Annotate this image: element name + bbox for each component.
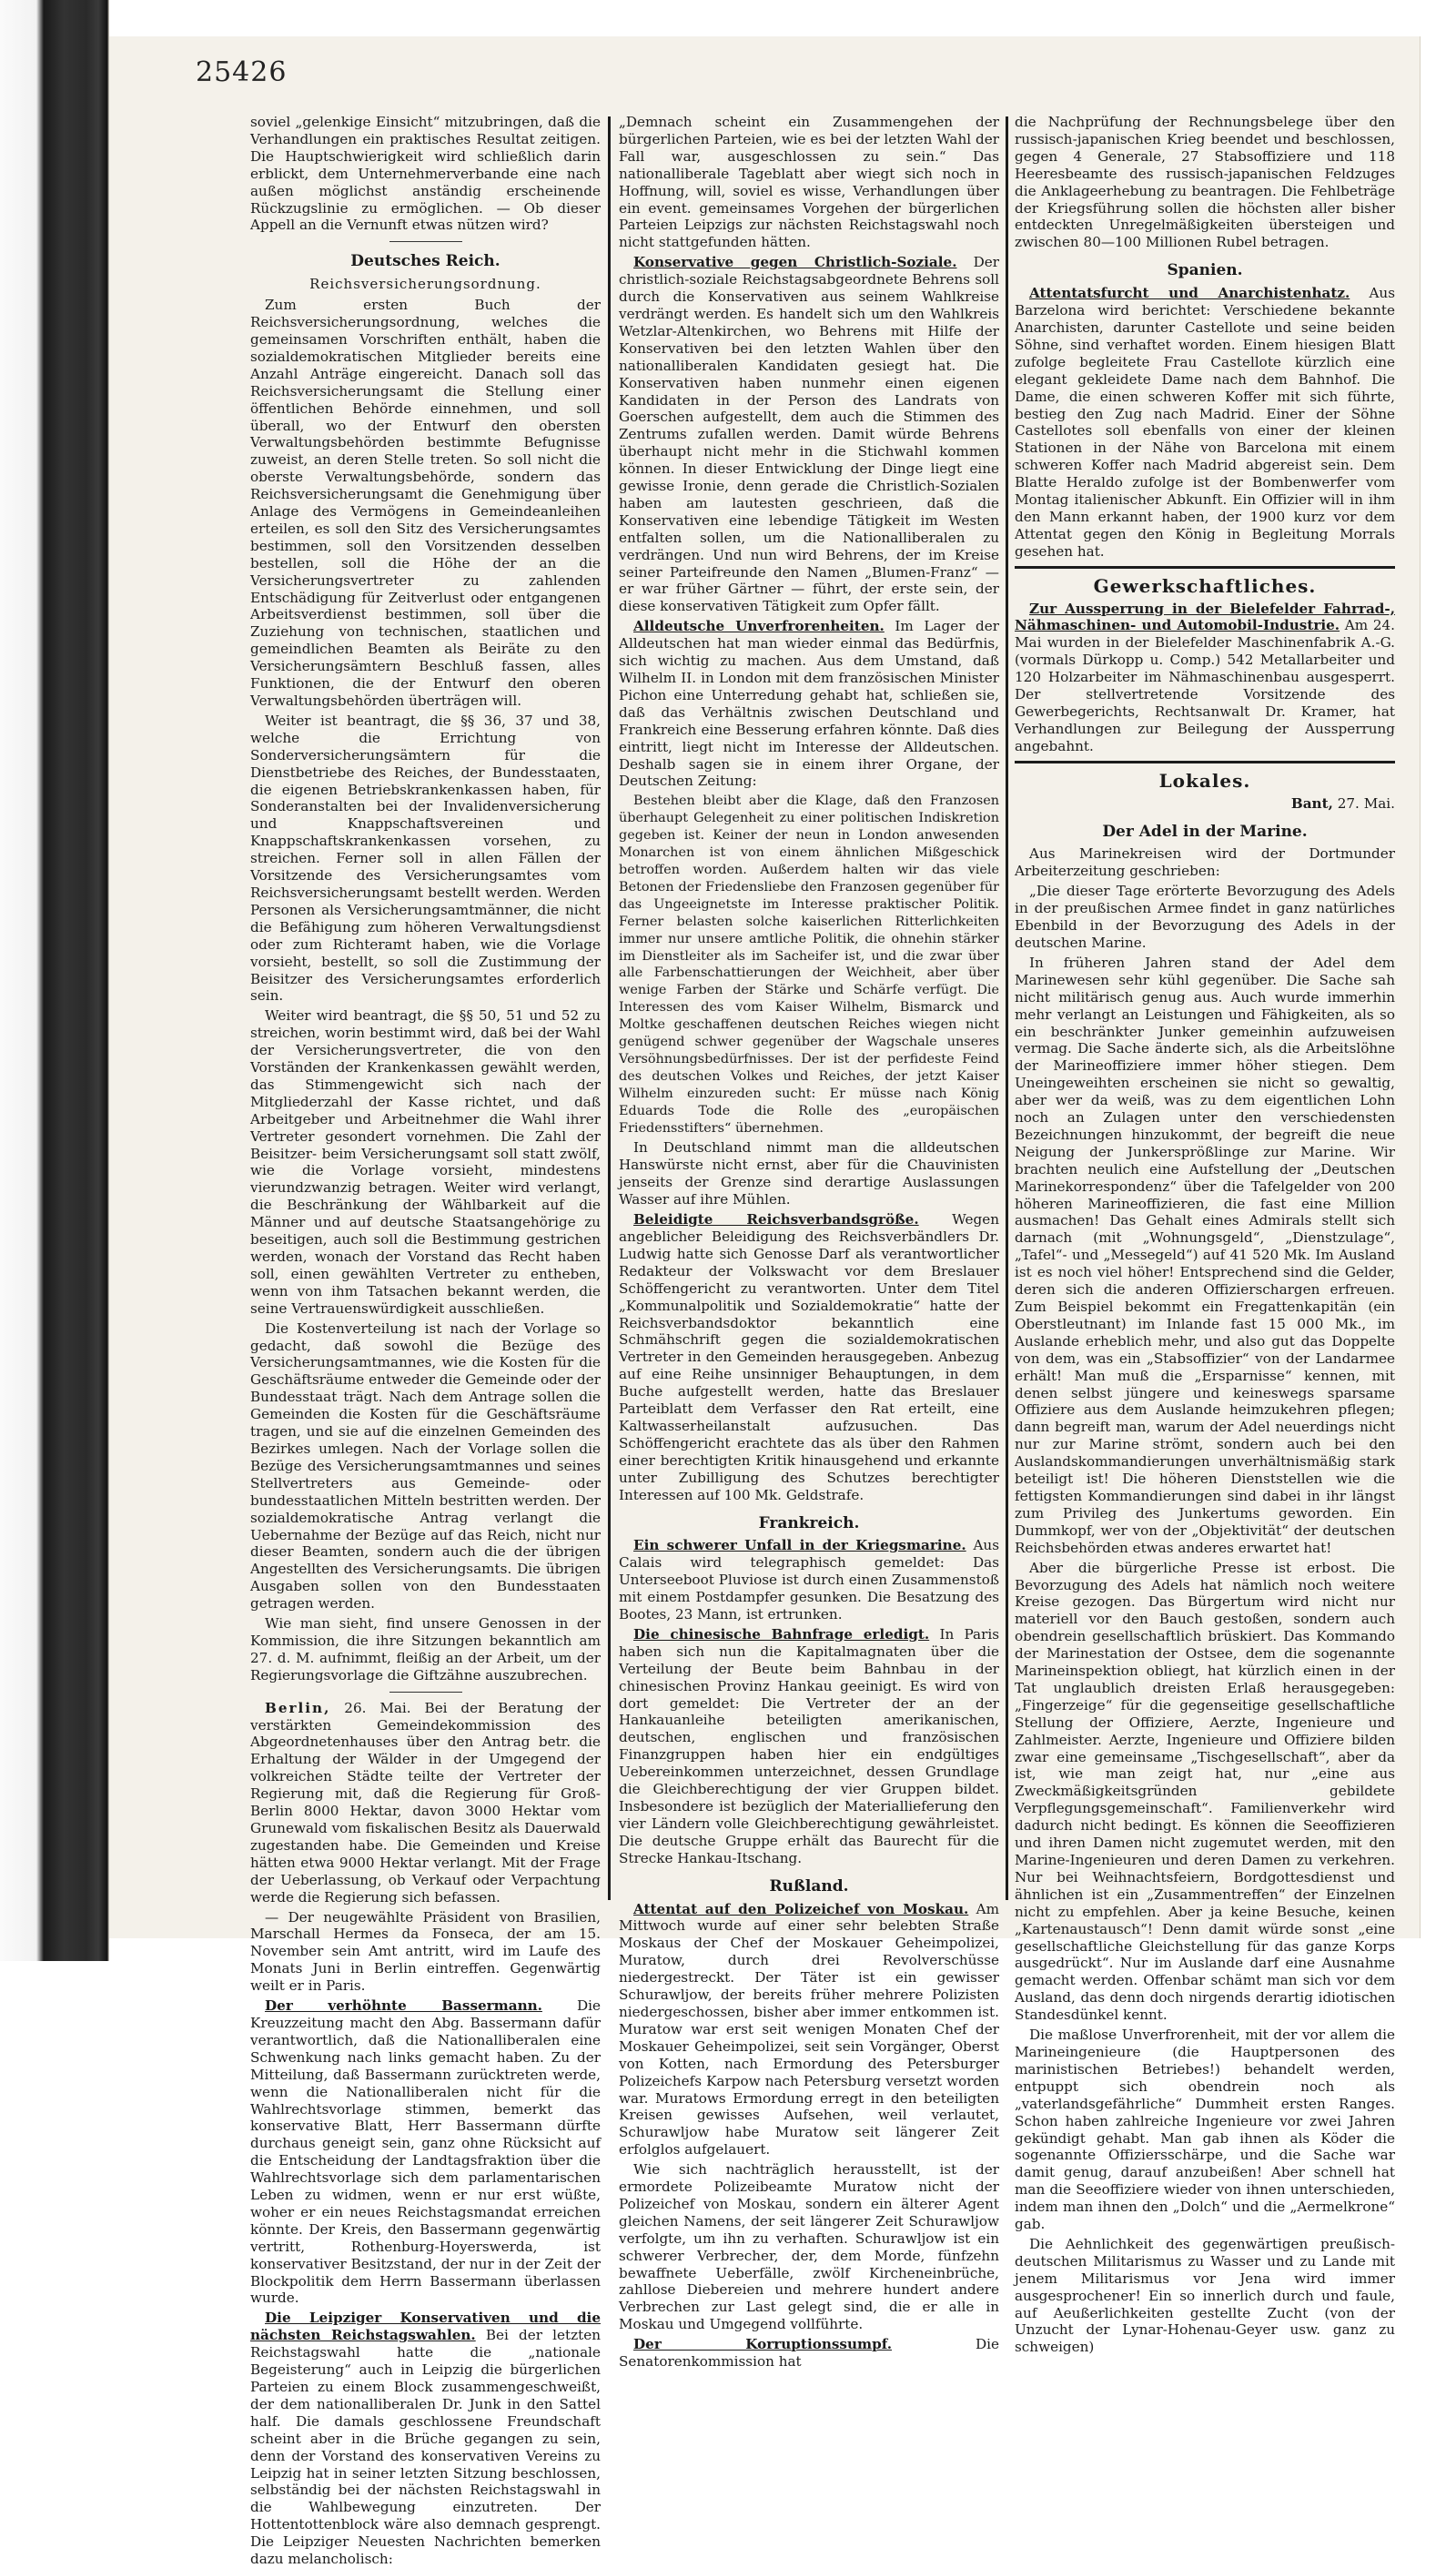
paragraph: Aber die bürgerliche Presse ist erbost. Die Bevorzugung des Adels hat nämlich noch weitere Kreise gezogen. Das Bürgertum wird nicht nur materiell vor den Bauch gestoßen, sondern auch obendrein gesellschaftlich brüskiert. Das Kommando der Marinestation der Ostsee, dem die sogenannte Marineinspektion obliegt, hat kürzlich einen in der Tat unglaublich dreisten Erlaß herausgegeben: „Fingerzeige“ für die gegenseitige gesellschaftliche Stellung der Offiziere, Aerzte, Ingenieure und Zahlmeister. Aerzte, Ingenieure und Offiziere bilden zwar eine gemeinsame „Tischgesellschaft“, aber da ist, wie man zeigt hat, nur „eine aus Zweckmäßigkeitsgründen gebildete Verpflegungsgemeinschaft“. Familienverkehr wird dadurch nicht bedingt. Es können die Seeoffizieren und ihren Damen nicht zugemutet werden, mit den Marine-Ingenieuren und deren Damen zu verkehren. Nur bei Weihnachtsfeiern, Bordgottesdienst und ähnlichen ist ein „Zusammentreffen“ der Einzelnen nicht zu empfehlen. Aber ja keine Besuche, keinen „Kartenaustausch“! Denn damit würde sonst „eine gesellschaftliche Gleichstellung für das ganze Korps ausgedrückt“. Nur im Auslande darf eine Ausnahme gemacht werden. Offenbar schämt man sich vor dem Ausland, das denn doch nirgends derartig idiotischen Standesdünkel kennt. xyxy=(1015,1559,1395,2024)
lead-heading: Die Leipziger Konservativen und die nächsten Reichstagswahlen. xyxy=(250,2310,601,2344)
paragraph xyxy=(619,1537,999,1623)
lead-heading: Der verhöhnte Bassermann. xyxy=(265,1997,542,2015)
paragraph: — Der neugewählte Präsident von Brasilien, Marschall Hermes da Fonseca, der am 15. November sein Amt antritt, wird im Laufe des Monats Juni in Berlin eintreffen. Gegenwärtig weilt er in Paris. xyxy=(250,1908,601,1995)
separator xyxy=(389,241,462,242)
paragraph: „Die dieser Tage erörterte Bevorzugung des Adels in der preußischen Armee findet in ganz natürliches Ebenbild in der Bevorzugung des Adels in der deutschen Marine. xyxy=(1015,883,1395,951)
paragraph xyxy=(619,1211,999,1503)
paragraph-text: Bei der letzten Reichstagswahl hatte die „nationale Begeisterung“ auch in Leipzig die bürgerlichen Parteien zu einem Block zusammengeschweißt, der dem nationalliberalen Dr. Junk in den Sattel half. Die damals geschlossene Freundschaft scheint aber in die Brüche gegangen zu sein, denn der Vorstand des konservativen Vereins zu Leipzig hat in seiner letzten Sitzung beschlossen, selbständig bei der nächsten Reichstagswahl in die Wahlbewegung einzutreten. Der Hottentottenblock wäre also demnach gesprengt. Die Leipziger Neuesten Nachrichten bemerken dazu melancholisch: xyxy=(250,2327,601,2568)
paragraph xyxy=(1015,285,1395,561)
paragraph xyxy=(250,1997,601,2307)
paragraph xyxy=(619,618,999,790)
paragraph xyxy=(250,1700,601,1906)
lead-heading: Der Korruptionssumpf. xyxy=(633,2336,892,2353)
paragraph-text: Wegen angeblicher Beleidigung des Reichsverbändlers Dr. Ludwig hatte sich Genosse Darf als verantwortlicher Redakteur der Volkswacht vor dem Breslauer Schöffengericht zu verantworten. Unter dem Titel „Kommunalpolitik und Sozialdemokratie“ hatte der Reichsverbandsdoktor bekanntlich eine Schmähschrift gegen die sozialdemokratischen Vertreter in den Gemeinden herausgegeben. Anbezug auf eine Reihe unsinniger Behauptungen, in dem Buche aufgestellt werden, hatte das Breslauer Parteiblatt dem Verfasser den Rat erteilt, eine Kaltwasserheilanstalt aufzusuchen. Das Schöffengericht erachtete das als über den Rahmen einer berechtigten Kritik hinausgehend und erkannte unter Zubilligung des Schutzes berechtigter Interessen auf 100 Mk. Geldstrafe. xyxy=(619,1211,999,1503)
paragraph: In Deutschland nimmt man die alldeutschen Hanswürste nicht ernst, aber für die Chauvinisten jenseits der Grenze sind derartige Auslassungen Wasser auf ihre Mühlen. xyxy=(619,1139,999,1208)
book-binding xyxy=(0,0,109,1961)
lead-heading: Attentatsfurcht und Anarchistenhatz. xyxy=(1029,285,1350,302)
paragraph xyxy=(619,254,999,615)
paragraph xyxy=(619,2336,999,2371)
section-heading: Deutsches Reich. xyxy=(350,252,500,271)
lead-heading: Zur Aussperrung in der Bielefelder Fahrrad-, Nähmaschinen- und Automobil-Industrie. xyxy=(1015,600,1395,634)
article-heading: Der Adel in der Marine. xyxy=(1102,822,1308,841)
paragraph: Wie man sieht, find unsere Genossen in der Kommission, die ihre Sitzungen bekanntlich am 27. d. M. aufnimmt, fleißig an der Arbeit, um der Regierungsvorlage die Giftzähne auszubrechen. xyxy=(250,1615,601,1683)
paragraph: Die Aehnlichkeit des gegenwärtigen preußisch-deutschen Militarismus zu Wasser und zu Lande mit jenem Militarismus vor Jena wird immer ausgesprochener! Ein so innerlich durch und faule, auf Aeußerlichkeiten gestellte Zucht (von der Unzucht der Lynar-Hohenau-Geyer usw. ganz zu schweigen) xyxy=(1015,2235,1395,2356)
page-number: 25426 xyxy=(196,56,288,88)
paragraph-text: Die Senatorenkommission hat xyxy=(619,2336,999,2371)
lead-heading: Ein schwerer Unfall in der Kriegsmarine. xyxy=(633,1537,966,1554)
paragraph-text: Die Kreuzzeitung macht den Abg. Bassermann dafür verantwortlich, daß die Nationalliberalen eine Schwenkung nach links gemacht haben. Zu der Mitteilung, daß Bassermann zurücktreten werde, wenn die Nationalliberalen nicht für die Wahlrechtsvorlage stimmen, bemerkt das konservative Blatt, Herr Bassermann dürfte durchaus geneigt sein, ganz ohne Rücksicht auf die Entscheidung der Landtagsfraktion über die Wahlrechtsvorlage sich dem parlamentarischen Leben zu widmen, wenn er nur erst wüßte, woher er ein neues Reichstagsmandat erreichen könnte. Der Kreis, den Bassermann gegenwärtig vertritt, Rothenburg-Hoyerswerda, ist konservativer Besitzstand, der nur in der Zeit der Blockpolitik dem Herrn Bassermann überlassen wurde. xyxy=(250,1997,602,2307)
paragraph xyxy=(250,2310,601,2568)
paragraph-text: Bei der Beratung der verstärkten Gemeindekommission des Abgeordnetenhauses über den Antrag betr. die Erhaltung der Wälder in der Umgegend der volkreichen Städte teilte der Vertreter der Regierung mit, daß die Regierung für Groß-Berlin 8000 Hektar, davon 3000 Hektar vom Grunewald vom fiskalischen Besitz als Dauerwald zugestanden habe. Die Gemeinden und Kreise hätten etwa 9000 Hektar verlangt. Mit der Frage der Ueberlassung, ob Verkauf oder Verpachtung werde die Regierung sich befassen. xyxy=(250,1699,602,1906)
column-2 xyxy=(619,114,1000,2371)
paragraph-text: Am Mittwoch wurde auf einer sehr belebten Straße Moskaus der Chef der Moskauer Geheimpolizei, Muratow, durch drei Revolverschüsse niedergestreckt. Der Täter ist ein gewisser Schurawljow, der bereits früher mehrere Polizisten niedergeschossen, bisher aber immer entkommen ist. Muratow war erst seit wenigen Monaten Chef der Moskauer Geheimpolizei, seit sein Vorgänger, Oberst von Kotten, nach Ermordung des Petersburger Polizeichefs Karpow nach Petersburg versetzt worden war. Muratows Ermordung erregt in den beteiligten Kreisen gewisses Aufsehen, weil verlautet, Schurawljow habe Muratow seit längerer Zeit erfolglos aufgelauert. xyxy=(619,1900,999,2159)
section-heading: Gewerkschaftliches. xyxy=(1093,574,1317,597)
lead-heading: Die chinesische Bahnfrage erledigt. xyxy=(633,1625,930,1643)
column-rule-1 xyxy=(608,116,611,1900)
quotation: Bestehen bleibt aber die Klage, daß den Franzosen überhaupt Gelegenheit zu einer politischen Indiskretion gegeben ist. Keiner der neun in London anwesenden Monarchen ist von einem ähnlichen Mißgeschick betroffen worden. Außerdem halten wir das viele Betonen der Friedensliebe den Franzosen gegenüber für das Ungeeignetste im Interesse praktischer Politik. Ferner belasten solche kaiserlichen Ritterlichkeiten immer nur unsere amtliche Politik, die ohnehin stärker im Dienstleiter als im Sacheifer ist, und die zwar über alle Farbenschattierungen der Weichheit, aber über wenige Farben der Stärke und Schärfe verfügt. Die Interessen des vom Kaiser Wilhelm, Bismarck und Moltke geschaffenen deutschen Reiches wiegen nicht genügend schwer gegenüber der Wagschale unseres Versöhnungsbedürfnisses. Der ist der perfideste Feind des deutschen Volkes und Reiches, der jetzt Kaiser Wilhelm einzureden sucht: Er müsse nach König Eduards Tode die Rolle des „europäischen Friedensstifters“ übernehmen. xyxy=(619,794,999,1136)
lead-heading: Attentat auf den Polizeichef von Moskau. xyxy=(633,1900,969,1917)
paragraph: In früheren Jahren stand der Adel dem Marinewesen sehr kühl gegenüber. Die Sache sah nicht militärisch genug aus. Auch wurde immerhin mehr verlangt an Leistungen und Fähigkeiten, als so ein beschränkter Junker gemeinhin aufzuweisen vermag. Die Sache änderte sich, als die Arbeitslöhne der Marineoffiziere immer höher stiegen. Dem Uneingeweihten erscheinen sie nicht so gewaltig, aber wer da weiß, was zu dem eigentlichen Lohn noch an Zulagen unter den verschiedensten Bezeichnungen hinzukommt, der begreift die neue Neigung der Junkersprößlinge zur Marine. Wir brachten neulich eine Aufstellung der „Deutschen Marinekorrespondenz“ über die Tafelgelder von 200 höheren Marineoffizieren, die fast eine Million ausmachen! Das Gehalt eines Admirals stellt sich darnach (mit „Wohnungsgeld“, „Dienstzulage“, „Tafel“- und „Messegeld“) auf 41 520 Mk. Im Ausland ist es noch viel höher! Entsprechend sind die Gelder, deren sich die anderen Offizierschargen erfreuen. Zum Beispiel bekommt ein Fregattenkapitän (ein Oberstleutnant) im Inlande fast 15 000 Mk., im Auslande erheblich mehr, und also gut das Doppelte von dem, was ein „Stabsoffizier“ von der Landarmee erhält! Man muß die „Ersparnisse“ kennen, mit denen selbst jüngere und keineswegs sparsame Offiziere aus dem Auslande heimzukehren pflegen; dann begreift man, warum der Adel neuerdings nicht nur zur Marine strömt, sondern auch bei den Auslandskommandierungen unverhältnismäßig stark beteiligt ist! Die höheren Dienststellen wie die fettigsten Kommandierungen sind dabei in ihr längst zum Privileg des Junkertums geworden. Ein Dummkopf, wer von der „Objektivität“ der deutschen Reichsbehörden etwas anderes erwartet hat! xyxy=(1015,954,1395,1556)
paragraph: Die Kostenverteilung ist nach der Vorlage so gedacht, daß sowohl die Bezüge des Versicherungsamtmannes, wie die Kosten für die Geschäftsräume entweder die Gemeinde oder der Bundesstaat trägt. Nach dem Antrage sollen die Gemeinden die Kosten für die Geschäftsräume tragen, und sie auf die einzelnen Gemeinden des Bezirkes umlegen. Nach der Vorlage sollen die Bezüge des Versicherungsamtmannes und seines Stellvertreters aus Gemeinde- oder bundesstaatlichen Mitteln bestritten werden. Der sozialdemokratische Antrag verlangt die Uebernahme der Bezüge auf das Reich, nicht nur dieser Beamten, sondern auch die der übrigen Angestellten des Versicherungsamts. Die übrigen Ausgaben sollen von den Bundesstaaten getragen werden. xyxy=(250,1319,601,1613)
section-rule xyxy=(1015,566,1395,569)
paragraph xyxy=(619,1901,999,2159)
dateline-date: 27. Mai. xyxy=(1337,794,1395,812)
lead-heading: Beleidigte Reichsverbandsgröße. xyxy=(633,1211,919,1228)
paragraph xyxy=(619,1626,999,1867)
dateline xyxy=(1015,795,1395,813)
paragraph xyxy=(1015,601,1395,755)
section-heading: Spanien. xyxy=(1167,261,1243,280)
section-heading: Frankreich. xyxy=(758,1513,860,1532)
paragraph-text: Im Lager der Alldeutschen hat man wieder einmal das Bedürfnis, sich wichtig zu machen. Aus dem Umstand, daß Wilhelm II. in London mit dem französischen Minister Pichon eine Unterredung gehabt hat, schließen sie, daß das Verhältnis zwischen Deutschland und Frankreich eine Besserung erfahren könnte. Daß dies eintritt, liegt nicht im Interesse der Alldeutschen. Deshalb sagen sie in einem ihrer Organe, der Deutschen Zeitung: xyxy=(619,618,999,790)
paragraph: Wie sich nachträglich herausstellt, ist der ermordete Polizeibeamte Muratow nicht der Polizeichef von Moskau, sondern ein älterer Agent gleichen Namens, der seit längerer Zeit Schurawljow verfolgte, um ihn zu verhaften. Schurawljow ist ein schwerer Verbrecher, der, dem Morde, fünfzehn bewaffnete Ueberfälle, zwölf Kircheneinbrüche, zahllose Diebereien und mehrere hundert andere Verbrechen zur Last gelegt sind, die er alle in Moskau und Umgegend vollführte. xyxy=(619,2161,999,2333)
lead-heading: Konservative gegen Christlich-Soziale. xyxy=(633,254,957,271)
paragraph-text: Am 24. Mai wurden in der Bielefelder Maschinenfabrik A.-G. (vormals Dürkopp u. Comp.) 542 Metallarbeiter und 120 Holzarbeiter im Nähmaschinenbau ausgesperrt. Der stellvertretende Vorsitzende des Gewerbegerichts, Rechtsanwalt Dr. Kramer, hat Verhandlungen zur Beilegung der Aussperrung angebahnt. xyxy=(1015,617,1395,754)
paragraph-text: Aus Barzelona wird berichtet: Verschiedene bekannte Anarchisten, darunter Castellote und seine beiden Söhne, sind verhaftet worden. Einem hiesigen Blatt zufolge begleitete Frau Castellote kürzlich eine elegant gekleidete Dame nach dem Bahnhof. Die Dame, die einen schweren Koffer mit sich führte, bestieg den Zug nach Madrid. Einer der Söhne Castellotes soll ebenfalls von einer der kleinen Stationen in der Nähe von Barcelona mit einem schweren Koffer nach Madrid abgereist sein. Dem Blatte Heraldo zufolge ist der Bombenwerfer vom Montag italienischer Abkunft. Ein Offizier will in ihm den Mann erkannt haben, der 1900 kurz vor dem Attentat gegen den König in Begleitung Morrals gesehen hat. xyxy=(1015,285,1395,560)
paragraph: Aus Marinekreisen wird der Dortmunder Arbeiterzeitung geschrieben: xyxy=(1015,845,1395,880)
dateline-date: 26. Mai. xyxy=(344,1699,411,1716)
paragraph: Weiter ist beantragt, die §§ 36, 37 und 38, welche die Errichtung von Sonderversicherungsämtern für die Dienstbetriebe des Reiches, der Bundesstaaten, die eigenen Betriebskrankenkassen haben, für Sonderanstalten bei der Invalidenversicherung und Knappschaftsvereinen und Knappschaftskrankenkassen vorsehen, zu streichen. Ferner soll in allen Fällen der Vorsitzende des Versicherungsamtes vom Reichsversicherungsamt bestellt werden. Werden Personen als Versicherungsamtmänner, die nicht die Befähigung zum höheren Verwaltungsdienst oder zum Richteramt haben, wie die Vorlage vorsieht, bestellt, so soll die Zustimmung der Beisitzer des Versicherungsamtes erforderlich sein. xyxy=(250,712,601,1005)
paragraph: soviel „gelenkige Einsicht“ mitzubringen, daß die Verhandlungen ein praktisches Resultat zeitigen. Die Hauptschwierigkeit wird schließlich darin erblickt, dem Unternehmerverbande eine nach außen möglichst anständig erscheinende Rückzugslinie zu ermöglichen. — Ob dieser Appell an die Vernunft etwas nützen wird? xyxy=(250,114,601,234)
column-3 xyxy=(1015,114,1395,2356)
column-rule-2 xyxy=(1006,116,1008,1900)
paragraph: die Nachprüfung der Rechnungsbelege über den russisch-japanischen Krieg beendet und beschlossen, gegen 4 Generale, 27 Stabsoffiziere und 118 Heeresbeamte des russisch-japanischen Feldzuges die Anklageerhebung zu beantragen. Die Fehlbeträge der Kriegsführung sollen die höchsten aller bisher entdeckten Unregelmäßigkeiten übersteigen und zwischen 80—100 Millionen Rubel betragen. xyxy=(1015,114,1395,251)
dateline-place: Berlin, xyxy=(265,1699,331,1716)
paragraph: „Demnach scheint ein Zusammengehen der bürgerlichen Parteien, wie es bei der letzten Wahl der Fall war, ausgeschlossen zu sein.“ Das nationalliberale Tageblatt aber wiegt sich noch in Hoffnung, will, soviel es wisse, Verhandlungen über ein event. gemeinsames Vorgehen der bürgerlichen Parteien Leipzigs zur nächsten Reichstagswahl noch nicht stattgefunden hätten. xyxy=(619,114,999,251)
paragraph: Weiter wird beantragt, die §§ 50, 51 und 52 zu streichen, worin bestimmt wird, daß bei der Wahl der Versicherungsvertreter, die von den Vorständen der Krankenkassen gewählt werden, das Stimmengewicht sich nach der Mitgliederzahl der Kasse richtet, und daß Arbeitgeber und Arbeitnehmer die Wahl ihrer Vertreter gesondert vornehmen. Die Zahl der Beisitzer- beim Versicherungsamt soll statt zwölf, wie die Vorlage vorsieht, mindestens vierundzwanzig betragen. Weiter wird verlangt, die Beschränkung der Wählbarkeit auf die Männer und auf deutsche Staatsangehörige zu beseitigen, auch soll die Bestimmung gestrichen werden, wonach der Vorstand das Recht haben soll, einen gewählten Vertreter zu entheben, wenn von ihm Tatsachen bekannt werden, die seine Vertrauenswürdigkeit ausschließen. xyxy=(250,1007,601,1317)
lead-heading: Alldeutsche Unverfrorenheiten. xyxy=(633,618,885,635)
dateline-place: Bant, xyxy=(1290,794,1333,812)
article-heading: Reichsversicherungsordnung. xyxy=(309,276,541,293)
paragraph: Die maßlose Unverfrorenheit, mit der vor allem die Marineingenieure (die Hauptpersonen des marinistischen Betriebes!) behandelt werden, entpuppt sich obendrein noch als „vaterlandsgefährliche“ Dummheit ersten Ranges. Schon haben zahlreiche Ingenieure vor zwei Jahren gekündigt gehabt. Man gab ihnen als Köder die sogenannte Offiziersschärpe, und die Sache war damit genug, darauf anzubeißen! Aber schnell hat man die Seeoffiziere wieder von ihnen unterschieden, indem man ihnen den „Dolch“ und die „Aermelkrone“ gab. xyxy=(1015,2027,1395,2233)
paragraph: Zum ersten Buch der Reichsversicherungsordnung, welches die gemeinsamen Vorschriften enthält, haben die sozialdemokratischen Mitglieder bereits eine Anzahl Anträge eingereicht. Danach soll das Reichsversicherungsamt die Stellung einer öffentlichen Behörde einnehmen, und soll überall, wo der Entwurf den obersten Verwaltungsbehörden bestimmte Befugnisse zuweist, an deren Stelle treten. So soll nicht die oberste Verwaltungsbehörde, sondern das Reichsversicherungsamt die Genehmigung über Anlage des Vermögens in Gemeindeanleihen erteilen, es soll den Sitz des Versicherungsamtes bestimmen, soll den Vorsitzenden desselben bestellen, soll die Höhe der an die Versicherungsvertreter zu zahlenden Entschädigung für Zeitverlust oder entgangenen Arbeitsverdienst bestimmen, soll über die Zuziehung von technischen, staatlichen und gemeindlichen Beamten als Beiräte zu den Versicherungsämtern Beschluß fassen, alles Funktionen, die der Entwurf den oberen Verwaltungsbehörden überträgen will. xyxy=(250,297,601,709)
section-heading: Lokales. xyxy=(1158,769,1251,792)
paragraph-text: Aus Calais wird telegraphisch gemeldet: Das Unterseeboot Pluviose ist durch einen Zusammenstoß mit einem Postdampfer gesunken. Die Besatzung des Bootes, 23 Mann, ist ertrunken. xyxy=(619,1537,1000,1623)
column-1 xyxy=(250,114,602,2568)
section-rule xyxy=(1015,761,1395,763)
section-heading: Rußland. xyxy=(769,1876,849,1896)
paragraph-text: In Paris haben sich nun die Kapitalmagnaten über die Verteilung der Beute beim Bahnbau in der chinesischen Provinz Hankau geeinigt. Es wird von dort gemeldet: Die Vertreter der an der Hankauanleihe beteiligten amerikanischen, deutschen, englischen und französischen Finanzgruppen haben hier ein endgültiges Uebereinkommen unterzeichnet, dessen Grundlage die Gleichberechtigung der vier Gruppen bildet. Insbesondere ist bezüglich der Materiallieferung den vier Ländern volle Gleichberechtigung gewährleistet. Die deutsche Gruppe erhält das Baurecht für die Strecke Hankau-Itschang. xyxy=(619,1625,999,1866)
paragraph-text: Der christlich-soziale Reichstagsabgeordnete Behrens soll durch die Konservativen aus seinem Wahlkreise verdrängt werden. Es handelt sich um den Wahlkreis Wetzlar-Altenkirchen, wo Behrens mit Hilfe der Konservativen bei den letzten Wahlen über den nationalliberalen Kandidaten gesiegt hat. Die Konservativen haben nunmehr einen eigenen Kandidaten in der Person des Landrats von Goerschen aufgestellt, dem auch die Stimmen des Zentrums zufallen werden. Damit würde Behrens überhaupt nicht mehr in die Stichwahl kommen können. In dieser Entwicklung der Dinge liegt eine gewisse Ironie, denn gerade die Christlich-Sozialen haben am lautesten geschrieen, daß die Konservativen eine lebendige Tätigkeit im Westen entfalten sollen, um die Nationalliberalen zu verdrängen. Und nun wird Behrens, der im Kreise seiner Parteifreunde den Namen „Blumen-Franz“ — er war früher Gärtner — führt, der erste sein, der diese konservativen Tätigkeit zum Opfer fällt. xyxy=(619,254,999,615)
separator xyxy=(389,1692,462,1693)
